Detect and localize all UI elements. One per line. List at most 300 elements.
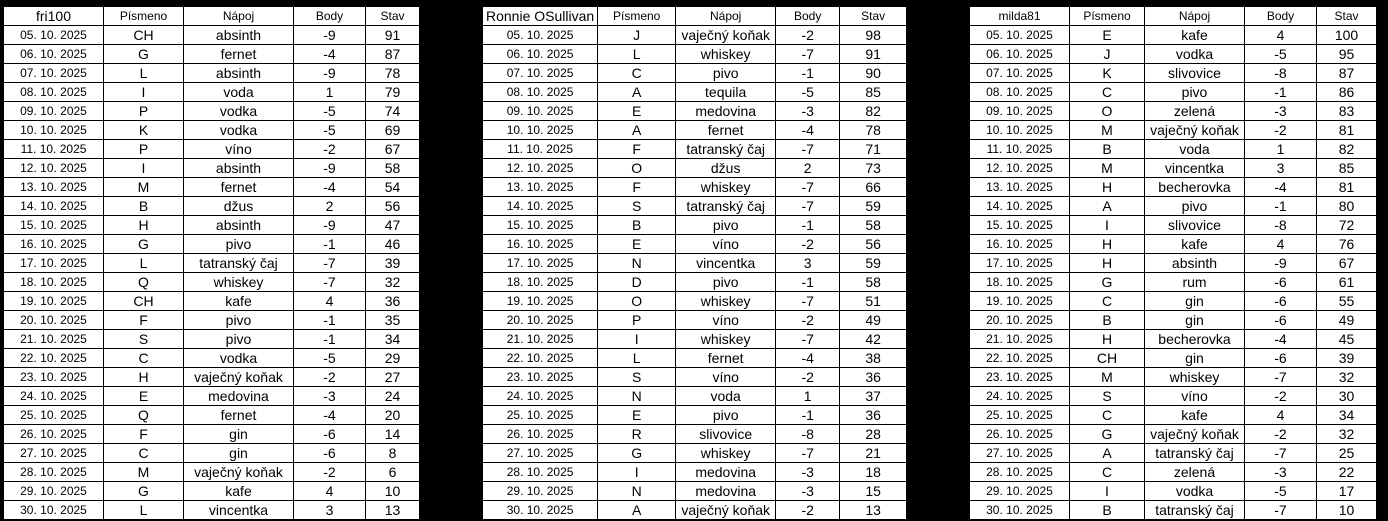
drink-cell: tequila	[676, 83, 776, 102]
date-cell: 21. 10. 2025	[483, 330, 598, 349]
date-cell: 29. 10. 2025	[483, 482, 598, 501]
drink-cell: kafe	[184, 292, 294, 311]
table-row	[4, 216, 420, 235]
table-row	[4, 254, 420, 273]
state-cell: 22	[1317, 463, 1377, 482]
letter-cell: O	[598, 292, 676, 311]
letter-cell: E	[1070, 26, 1145, 45]
drink-cell: vincentka	[1145, 159, 1245, 178]
drink-cell: pivo	[676, 216, 776, 235]
points-cell: -7	[294, 273, 366, 292]
points-cell: -1	[1245, 83, 1317, 102]
state-cell: 86	[1317, 83, 1377, 102]
drink-cell: vodka	[1145, 45, 1245, 64]
state-cell: 87	[366, 45, 420, 64]
column-header-drink: Nápoj	[1145, 7, 1245, 26]
date-cell: 09. 10. 2025	[970, 102, 1070, 121]
table-row	[4, 83, 420, 102]
points-cell: -5	[294, 102, 366, 121]
table-row	[483, 83, 907, 102]
date-cell: 13. 10. 2025	[483, 178, 598, 197]
state-cell: 85	[840, 83, 907, 102]
state-cell: 79	[366, 83, 420, 102]
table-row	[4, 273, 420, 292]
letter-cell: F	[598, 178, 676, 197]
letter-cell: J	[1070, 45, 1145, 64]
state-cell: 76	[1317, 235, 1377, 254]
points-cell: -3	[776, 463, 840, 482]
table-row	[4, 235, 420, 254]
letter-cell: H	[1070, 178, 1145, 197]
letter-cell: C	[104, 349, 184, 368]
date-cell: 10. 10. 2025	[970, 121, 1070, 140]
letter-cell: G	[598, 444, 676, 463]
drink-cell: kafe	[1145, 26, 1245, 45]
drink-cell: pivo	[184, 311, 294, 330]
state-cell: 67	[366, 140, 420, 159]
drink-cell: vaječný koňak	[676, 26, 776, 45]
points-cell: 4	[1245, 235, 1317, 254]
player-name: milda81	[970, 7, 1070, 26]
state-cell: 18	[840, 463, 907, 482]
points-cell: 3	[776, 254, 840, 273]
column-header-letter: Písmeno	[598, 7, 676, 26]
table-row	[483, 482, 907, 501]
drink-cell: vaječný koňak	[1145, 425, 1245, 444]
letter-cell: C	[1070, 463, 1145, 482]
letter-cell: I	[1070, 482, 1145, 501]
date-cell: 20. 10. 2025	[970, 311, 1070, 330]
date-cell: 07. 10. 2025	[970, 64, 1070, 83]
letter-cell: L	[104, 254, 184, 273]
drink-cell: džus	[676, 159, 776, 178]
points-cell: -4	[294, 45, 366, 64]
column-header-letter: Písmeno	[104, 7, 184, 26]
header-row	[483, 7, 907, 26]
state-cell: 46	[366, 235, 420, 254]
state-cell: 73	[840, 159, 907, 178]
points-cell: -5	[776, 83, 840, 102]
state-cell: 67	[1317, 254, 1377, 273]
points-cell: -5	[294, 121, 366, 140]
table-row	[970, 482, 1377, 501]
drink-cell: becherovka	[1145, 330, 1245, 349]
drink-cell: whiskey	[676, 45, 776, 64]
drink-cell: vaječný koňak	[184, 368, 294, 387]
date-cell: 07. 10. 2025	[483, 64, 598, 83]
letter-cell: H	[104, 368, 184, 387]
points-cell: -9	[294, 26, 366, 45]
drink-cell: medovina	[676, 102, 776, 121]
letter-cell: R	[598, 425, 676, 444]
state-cell: 66	[840, 178, 907, 197]
date-cell: 12. 10. 2025	[4, 159, 104, 178]
table-row	[970, 368, 1377, 387]
table-row	[483, 140, 907, 159]
drink-cell: whiskey	[676, 330, 776, 349]
drink-cell: tatranský čaj	[1145, 444, 1245, 463]
state-cell: 38	[840, 349, 907, 368]
points-cell: -7	[1245, 501, 1317, 520]
letter-cell: O	[598, 159, 676, 178]
state-cell: 80	[1317, 197, 1377, 216]
drink-cell: pivo	[1145, 83, 1245, 102]
letter-cell: H	[104, 216, 184, 235]
points-cell: -4	[294, 406, 366, 425]
state-cell: 90	[840, 64, 907, 83]
letter-cell: L	[104, 501, 184, 520]
drink-cell: whiskey	[676, 444, 776, 463]
date-cell: 30. 10. 2025	[4, 501, 104, 520]
drink-cell: vaječný koňak	[1145, 121, 1245, 140]
drink-cell: fernet	[184, 178, 294, 197]
state-cell: 15	[840, 482, 907, 501]
date-cell: 16. 10. 2025	[4, 235, 104, 254]
points-cell: 4	[294, 482, 366, 501]
state-cell: 69	[366, 121, 420, 140]
date-cell: 19. 10. 2025	[483, 292, 598, 311]
letter-cell: A	[598, 83, 676, 102]
state-cell: 21	[840, 444, 907, 463]
state-cell: 91	[366, 26, 420, 45]
drink-cell: slivovice	[676, 425, 776, 444]
drink-cell: pivo	[676, 406, 776, 425]
drink-cell: voda	[676, 387, 776, 406]
state-cell: 72	[1317, 216, 1377, 235]
points-cell: -2	[776, 235, 840, 254]
letter-cell: A	[598, 501, 676, 520]
letter-cell: S	[598, 368, 676, 387]
header-row	[970, 7, 1377, 26]
state-cell: 32	[1317, 368, 1377, 387]
points-cell: -6	[294, 444, 366, 463]
state-cell: 71	[840, 140, 907, 159]
letter-cell: O	[1070, 102, 1145, 121]
points-cell: -1	[1245, 197, 1317, 216]
table-row	[4, 387, 420, 406]
drink-cell: voda	[1145, 140, 1245, 159]
drink-cell: vaječný koňak	[676, 501, 776, 520]
player-name: Ronnie OSullivan	[483, 7, 598, 26]
header-row	[4, 7, 420, 26]
table-row	[4, 349, 420, 368]
letter-cell: A	[1070, 444, 1145, 463]
column-header-state: Stav	[366, 7, 420, 26]
points-cell: -5	[1245, 45, 1317, 64]
date-cell: 10. 10. 2025	[483, 121, 598, 140]
date-cell: 28. 10. 2025	[970, 463, 1070, 482]
date-cell: 21. 10. 2025	[4, 330, 104, 349]
points-cell: -4	[776, 349, 840, 368]
letter-cell: M	[1070, 159, 1145, 178]
table-row	[970, 178, 1377, 197]
letter-cell: L	[598, 349, 676, 368]
points-cell: -4	[1245, 330, 1317, 349]
points-cell: -9	[294, 159, 366, 178]
drink-cell: tatranský čaj	[676, 140, 776, 159]
date-cell: 05. 10. 2025	[483, 26, 598, 45]
state-cell: 49	[1317, 311, 1377, 330]
points-cell: -6	[1245, 311, 1317, 330]
letter-cell: G	[104, 45, 184, 64]
table-row	[4, 26, 420, 45]
state-cell: 91	[840, 45, 907, 64]
state-cell: 56	[366, 197, 420, 216]
player-name: fri100	[4, 7, 104, 26]
date-cell: 17. 10. 2025	[4, 254, 104, 273]
table-row	[483, 501, 907, 520]
table-row	[970, 444, 1377, 463]
drink-cell: medovina	[676, 463, 776, 482]
date-cell: 18. 10. 2025	[483, 273, 598, 292]
date-cell: 26. 10. 2025	[970, 425, 1070, 444]
table-row	[970, 425, 1377, 444]
state-cell: 10	[366, 482, 420, 501]
table-row	[4, 330, 420, 349]
state-cell: 83	[1317, 102, 1377, 121]
drink-cell: voda	[184, 83, 294, 102]
state-cell: 58	[366, 159, 420, 178]
drink-cell: kafe	[1145, 235, 1245, 254]
table-row	[483, 311, 907, 330]
points-cell: -9	[294, 216, 366, 235]
drink-cell: medovina	[184, 387, 294, 406]
letter-cell: B	[1070, 501, 1145, 520]
points-cell: -7	[1245, 444, 1317, 463]
points-cell: -5	[1245, 482, 1317, 501]
table-row	[970, 501, 1377, 520]
drink-cell: zelená	[1145, 102, 1245, 121]
drink-cell: gin	[1145, 311, 1245, 330]
letter-cell: L	[598, 45, 676, 64]
points-cell: -1	[776, 273, 840, 292]
points-cell: 3	[1245, 159, 1317, 178]
state-cell: 17	[1317, 482, 1377, 501]
letter-cell: C	[1070, 83, 1145, 102]
letter-cell: I	[598, 463, 676, 482]
table-row	[970, 387, 1377, 406]
date-cell: 25. 10. 2025	[4, 406, 104, 425]
drink-cell: vodka	[184, 121, 294, 140]
letter-cell: P	[104, 140, 184, 159]
state-cell: 34	[366, 330, 420, 349]
points-cell: -9	[1245, 254, 1317, 273]
date-cell: 11. 10. 2025	[4, 140, 104, 159]
table-row	[970, 235, 1377, 254]
table-row	[4, 64, 420, 83]
points-cell: -1	[294, 311, 366, 330]
table-row	[483, 349, 907, 368]
date-cell: 18. 10. 2025	[4, 273, 104, 292]
date-cell: 27. 10. 2025	[970, 444, 1070, 463]
date-cell: 27. 10. 2025	[483, 444, 598, 463]
drink-cell: vincentka	[184, 501, 294, 520]
drink-cell: vodka	[184, 102, 294, 121]
date-cell: 19. 10. 2025	[4, 292, 104, 311]
drink-cell: pivo	[184, 330, 294, 349]
date-cell: 28. 10. 2025	[483, 463, 598, 482]
state-cell: 58	[840, 216, 907, 235]
player-table-milda81	[969, 6, 1377, 520]
points-cell: -2	[1245, 387, 1317, 406]
points-cell: 3	[294, 501, 366, 520]
letter-cell: M	[104, 463, 184, 482]
table-row	[970, 273, 1377, 292]
column-header-points: Body	[776, 7, 840, 26]
date-cell: 25. 10. 2025	[483, 406, 598, 425]
date-cell: 25. 10. 2025	[970, 406, 1070, 425]
letter-cell: C	[598, 64, 676, 83]
letter-cell: P	[104, 102, 184, 121]
date-cell: 09. 10. 2025	[483, 102, 598, 121]
date-cell: 10. 10. 2025	[4, 121, 104, 140]
letter-cell: E	[104, 387, 184, 406]
table-row	[4, 292, 420, 311]
letter-cell: G	[104, 235, 184, 254]
table-row	[483, 178, 907, 197]
date-cell: 29. 10. 2025	[970, 482, 1070, 501]
table-row	[4, 197, 420, 216]
drink-cell: rum	[1145, 273, 1245, 292]
state-cell: 100	[1317, 26, 1377, 45]
date-cell: 08. 10. 2025	[970, 83, 1070, 102]
table-row	[970, 463, 1377, 482]
points-cell: -2	[776, 26, 840, 45]
drink-cell: vodka	[184, 349, 294, 368]
table-row	[483, 425, 907, 444]
state-cell: 29	[366, 349, 420, 368]
drink-cell: gin	[1145, 292, 1245, 311]
date-cell: 29. 10. 2025	[4, 482, 104, 501]
date-cell: 11. 10. 2025	[483, 140, 598, 159]
date-cell: 28. 10. 2025	[4, 463, 104, 482]
table-row	[970, 83, 1377, 102]
points-cell: -7	[776, 330, 840, 349]
letter-cell: B	[598, 216, 676, 235]
date-cell: 24. 10. 2025	[970, 387, 1070, 406]
date-cell: 06. 10. 2025	[4, 45, 104, 64]
state-cell: 51	[840, 292, 907, 311]
date-cell: 17. 10. 2025	[970, 254, 1070, 273]
letter-cell: B	[104, 197, 184, 216]
table-row	[4, 311, 420, 330]
points-cell: -1	[294, 330, 366, 349]
drink-cell: vincentka	[676, 254, 776, 273]
points-cell: -1	[294, 235, 366, 254]
letter-cell: E	[598, 406, 676, 425]
letter-cell: G	[1070, 273, 1145, 292]
table-row	[483, 463, 907, 482]
state-cell: 87	[1317, 64, 1377, 83]
drink-cell: fernet	[676, 349, 776, 368]
table-row	[483, 368, 907, 387]
letter-cell: C	[1070, 292, 1145, 311]
points-cell: -3	[776, 482, 840, 501]
state-cell: 47	[366, 216, 420, 235]
letter-cell: M	[1070, 368, 1145, 387]
letter-cell: H	[1070, 330, 1145, 349]
table-row	[970, 292, 1377, 311]
state-cell: 74	[366, 102, 420, 121]
drink-cell: gin	[184, 444, 294, 463]
table-row	[970, 121, 1377, 140]
column-header-drink: Nápoj	[676, 7, 776, 26]
drink-cell: kafe	[1145, 406, 1245, 425]
letter-cell: B	[1070, 311, 1145, 330]
state-cell: 49	[840, 311, 907, 330]
state-cell: 61	[1317, 273, 1377, 292]
table-row	[4, 463, 420, 482]
date-cell: 22. 10. 2025	[4, 349, 104, 368]
date-cell: 12. 10. 2025	[483, 159, 598, 178]
date-cell: 27. 10. 2025	[4, 444, 104, 463]
state-cell: 25	[1317, 444, 1377, 463]
column-header-letter: Písmeno	[1070, 7, 1145, 26]
drink-cell: pivo	[676, 64, 776, 83]
points-cell: -2	[776, 311, 840, 330]
state-cell: 13	[366, 501, 420, 520]
table-row	[970, 45, 1377, 64]
table-row	[483, 45, 907, 64]
letter-cell: E	[598, 102, 676, 121]
state-cell: 85	[1317, 159, 1377, 178]
points-cell: -6	[1245, 292, 1317, 311]
column-header-points: Body	[294, 7, 366, 26]
table-row	[4, 482, 420, 501]
state-cell: 24	[366, 387, 420, 406]
points-cell: -8	[1245, 64, 1317, 83]
date-cell: 30. 10. 2025	[483, 501, 598, 520]
date-cell: 08. 10. 2025	[4, 83, 104, 102]
date-cell: 23. 10. 2025	[483, 368, 598, 387]
table-row	[970, 26, 1377, 45]
table-row	[4, 444, 420, 463]
table-row	[483, 292, 907, 311]
points-cell: -3	[1245, 102, 1317, 121]
drink-cell: víno	[676, 235, 776, 254]
state-cell: 34	[1317, 406, 1377, 425]
letter-cell: A	[1070, 197, 1145, 216]
letter-cell: H	[1070, 235, 1145, 254]
table-row	[483, 102, 907, 121]
date-cell: 22. 10. 2025	[483, 349, 598, 368]
points-cell: -2	[1245, 121, 1317, 140]
drink-cell: pivo	[676, 273, 776, 292]
table-row	[970, 330, 1377, 349]
column-header-state: Stav	[1317, 7, 1377, 26]
table-row	[970, 254, 1377, 273]
points-cell: -4	[294, 178, 366, 197]
table-row	[483, 121, 907, 140]
state-cell: 45	[1317, 330, 1377, 349]
letter-cell: S	[104, 330, 184, 349]
table-row	[970, 406, 1377, 425]
drink-cell: tatranský čaj	[184, 254, 294, 273]
points-cell: -7	[776, 292, 840, 311]
points-cell: -6	[1245, 349, 1317, 368]
table-row	[4, 102, 420, 121]
letter-cell: N	[598, 254, 676, 273]
drink-cell: víno	[1145, 387, 1245, 406]
table-row	[483, 273, 907, 292]
date-cell: 05. 10. 2025	[4, 26, 104, 45]
letter-cell: P	[598, 311, 676, 330]
state-cell: 55	[1317, 292, 1377, 311]
letter-cell: N	[598, 482, 676, 501]
date-cell: 15. 10. 2025	[4, 216, 104, 235]
state-cell: 6	[366, 463, 420, 482]
table-row	[970, 64, 1377, 83]
